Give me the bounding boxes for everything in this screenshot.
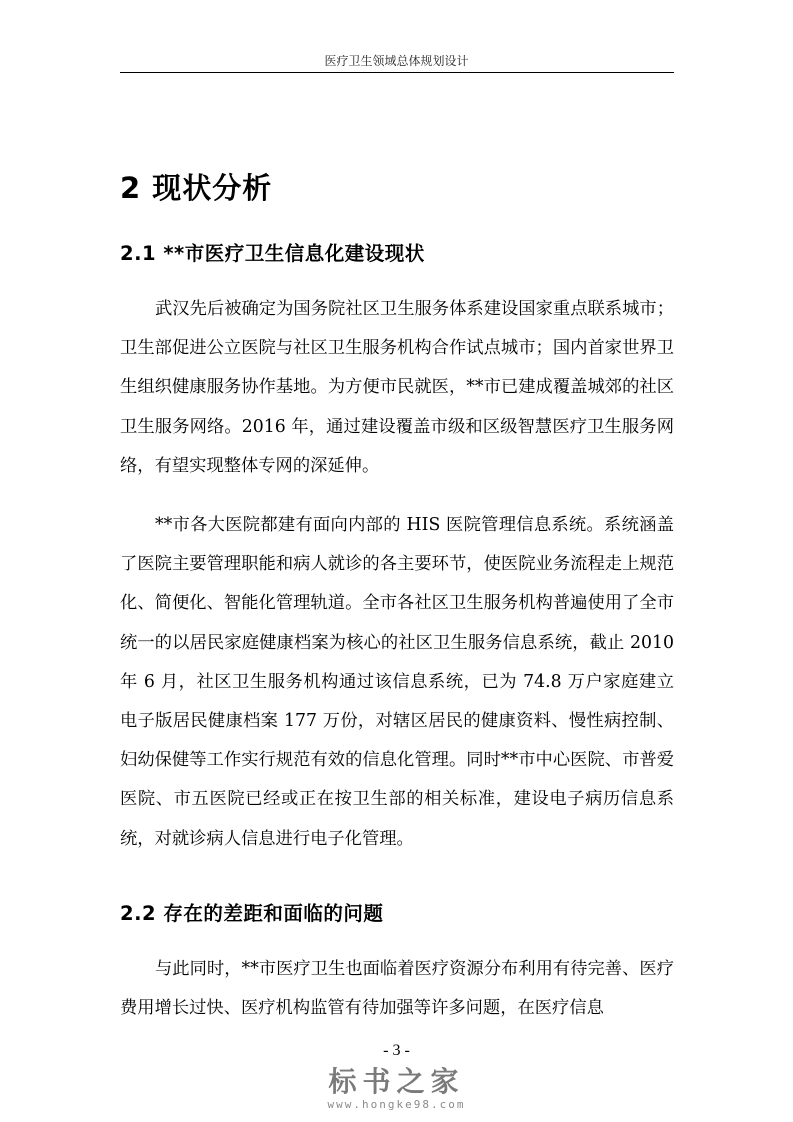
section-title-2-2: 2.2 存在的差距和面临的问题 [120,902,384,925]
paragraph: 武汉先后被确定为国务院社区卫生服务体系建设国家重点联系城市；卫生部促进公立医院与社区卫生服务机构合作试点城市；国内首家世界卫生组织健康服务协作基地。为方便市民就医，**市已建成覆盖城郊的社区卫生服务网络。2016 年，通过建设覆盖市级和区级智慧医疗卫生服务网络，有望实现整体专网的深延伸。 [120,299,674,476]
chapter-title: 2 现状分析 [120,171,273,205]
watermark [0,1066,793,1112]
header-rule [120,72,674,73]
paragraph: **市各大医院都建有面向内部的 HIS 医院管理信息系统。系统涵盖了医院主要管理职能和病人就诊的各主要环节，使医院业务流程走上规范化、简便化、智能化管理轨道。全市各社区卫生服务机构普遍使用了全市统一的以居民家庭健康档案为核心的社区卫生服务信息系统，截止 2010 年 6 月，社区卫生服务机构通过该信息系统，已为 74.8 万户家庭建立电子版居民健康档案 177 万份，对辖区居民的健康资料、慢性病控制、妇幼保健等工作实行规范有效的信息化管理。同时**市中心医院、市普爱医院、市五医院已经或正在按卫生部的相关标准，建设电子病历信息系统，对就诊病人信息进行电子化管理。 [120,515,674,849]
section-title-2-1: 2.1 **市医疗卫生信息化建设现状 [120,242,425,265]
running-header: 医疗卫生领域总体规划设计 [324,54,469,68]
page-number: - 3 - [383,1042,410,1059]
watermark-url: www.hongke98.com [327,1098,466,1111]
paragraph: 与此同时，**市医疗卫生也面临着医疗资源分布利用有待完善、医疗费用增长过快、医疗机构监管有待加强等许多问题，在医疗信息 [120,959,674,1019]
watermark-logo: 标书之家 [328,1065,465,1098]
